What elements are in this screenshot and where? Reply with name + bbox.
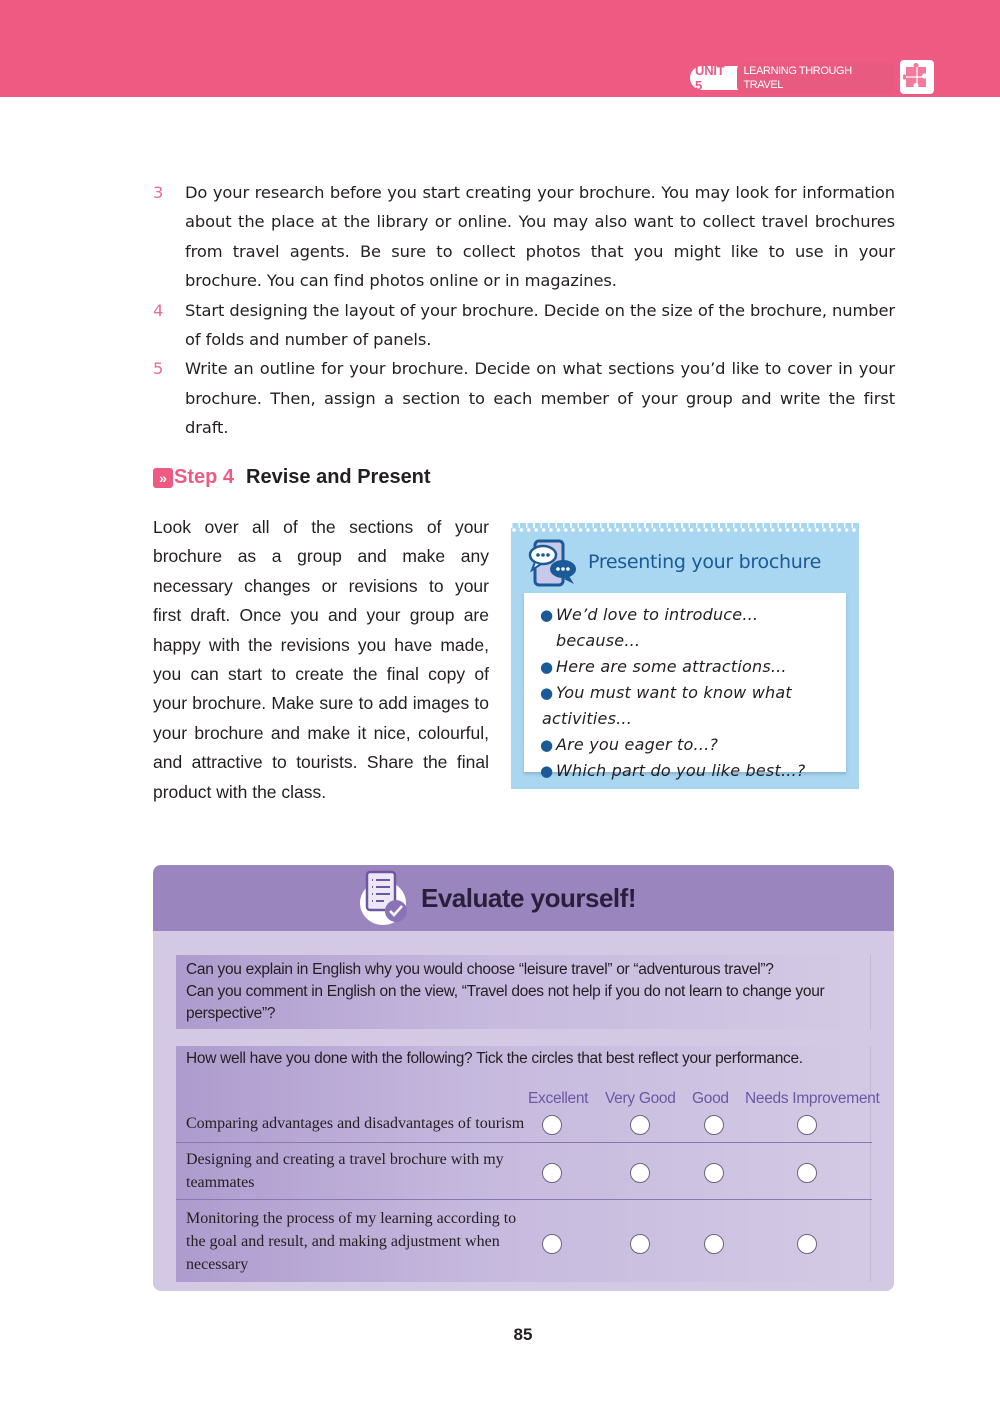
radio-very-good[interactable] bbox=[630, 1115, 650, 1135]
evaluate-header bbox=[153, 865, 894, 931]
table-row bbox=[176, 1200, 872, 1282]
radio-excellent[interactable] bbox=[542, 1163, 562, 1183]
phrase-text: You must want to know what bbox=[556, 683, 792, 702]
column-header-needs-improvement: Needs Improvement bbox=[745, 1090, 880, 1107]
row-label: Designing and creating a travel brochure with my teammates bbox=[186, 1151, 504, 1191]
step-text: Do your research before you start creating your brochure. You may look for information about the place at the library or online. You may also want to collect travel brochures from travel agents. Be sure to collect photos that you might like to use in your brochure. You can find photos online or in magazines. bbox=[185, 183, 895, 291]
step-list bbox=[153, 178, 895, 443]
evaluate-title: Evaluate yourself! bbox=[421, 883, 636, 913]
column-header-excellent: Excellent bbox=[528, 1090, 589, 1107]
table-row bbox=[176, 1143, 872, 1200]
radio-needs-improvement[interactable] bbox=[797, 1115, 817, 1135]
rating-instructions: How well have you done with the following? Tick the circles that best reflect your performance. bbox=[186, 1050, 803, 1067]
header-band bbox=[0, 0, 1000, 97]
step-number: 5 bbox=[153, 359, 164, 379]
step-text: Write an outline for your brochure. Decide on what sections you’d like to cover in your brochure. Then, assign a section to each member of your group and write the first draft. bbox=[185, 359, 895, 438]
phrase-item bbox=[540, 654, 846, 680]
unit-label: UNIT 5 bbox=[695, 63, 725, 93]
radio-good[interactable] bbox=[704, 1163, 724, 1183]
radio-very-good[interactable] bbox=[630, 1163, 650, 1183]
bullet-icon: ● bbox=[540, 736, 554, 754]
evaluate-panel bbox=[153, 865, 894, 1291]
column-header-good: Good bbox=[692, 1090, 729, 1107]
rating-table bbox=[176, 1046, 880, 1282]
chat-bubbles-icon bbox=[527, 539, 579, 589]
radio-good[interactable] bbox=[704, 1115, 724, 1135]
phrase-item bbox=[540, 758, 846, 784]
phrase-item bbox=[540, 732, 846, 758]
bullet-icon: ● bbox=[540, 762, 554, 780]
spiral-holes bbox=[511, 523, 859, 533]
section-heading bbox=[153, 466, 431, 489]
radio-needs-improvement[interactable] bbox=[797, 1163, 817, 1183]
step4-paragraph: Look over all of the sections of your brochure as a group and make any necessary changes or revisions to your first draft. Once you and your group are happy with the revisions you have made, you can start to create the final copy of your brochure. Make sure to add images to your brochure and make it nice, colourful, and attractive to tourists. Share the final product with the class. bbox=[153, 517, 489, 802]
puzzle-icon bbox=[900, 60, 934, 94]
step-number: 3 bbox=[153, 183, 164, 202]
checklist-icon bbox=[358, 869, 413, 927]
radio-good[interactable] bbox=[704, 1234, 724, 1254]
unit-title: LEARNING THROUGH TRAVEL bbox=[737, 62, 894, 94]
radio-excellent[interactable] bbox=[542, 1115, 562, 1135]
question-text: Can you comment in English on the view, “Travel does not help if you do not learn to change your perspective”? bbox=[186, 983, 825, 1022]
phrase-item-continued bbox=[540, 706, 846, 732]
divider bbox=[870, 955, 871, 1029]
phrase-item bbox=[540, 602, 846, 654]
phrase-text: Here are some attractions... bbox=[556, 657, 787, 676]
radio-needs-improvement[interactable] bbox=[797, 1234, 817, 1254]
bullet-icon: ● bbox=[540, 658, 554, 676]
table-row bbox=[176, 1108, 872, 1143]
radio-very-good[interactable] bbox=[630, 1234, 650, 1254]
page-number: 85 bbox=[513, 1325, 533, 1344]
phrase-text: We’d love to introduce... because... bbox=[556, 605, 759, 650]
step-label: Step 4 bbox=[174, 466, 235, 488]
row-label: Monitoring the process of my learning according to the goal and result, and making adjustment when necessary bbox=[186, 1210, 517, 1273]
phrase-text: Are you eager to...? bbox=[556, 735, 719, 754]
phrase-item bbox=[540, 680, 846, 706]
phrase-text: Which part do you like best...? bbox=[556, 761, 806, 780]
step-text: Start designing the layout of your brochure. Decide on the size of the brochure, number of folds and number of panels. bbox=[185, 300, 895, 350]
bullet-icon: ● bbox=[540, 684, 554, 702]
unit-tag bbox=[690, 63, 894, 93]
list-item bbox=[153, 354, 895, 442]
step-title: Revise and Present bbox=[246, 466, 431, 488]
phrase-card bbox=[524, 593, 846, 780]
bullet-icon: ● bbox=[540, 606, 554, 624]
phrase-text: activities... bbox=[542, 709, 632, 728]
double-chevron-icon: » bbox=[153, 468, 173, 488]
row-label: Comparing advantages and disadvantages of tourism bbox=[186, 1115, 525, 1132]
list-item bbox=[153, 178, 895, 296]
step-number: 4 bbox=[153, 300, 164, 320]
presenting-title: Presenting your brochure bbox=[588, 551, 821, 573]
question-text: Can you explain in English why you would choose “leisure travel” or “adventurous travel”? bbox=[186, 961, 774, 978]
radio-excellent[interactable] bbox=[542, 1234, 562, 1254]
presenting-box bbox=[511, 523, 859, 789]
column-header-very-good: Very Good bbox=[605, 1090, 676, 1107]
question-box bbox=[176, 955, 850, 1029]
list-item bbox=[153, 296, 895, 355]
